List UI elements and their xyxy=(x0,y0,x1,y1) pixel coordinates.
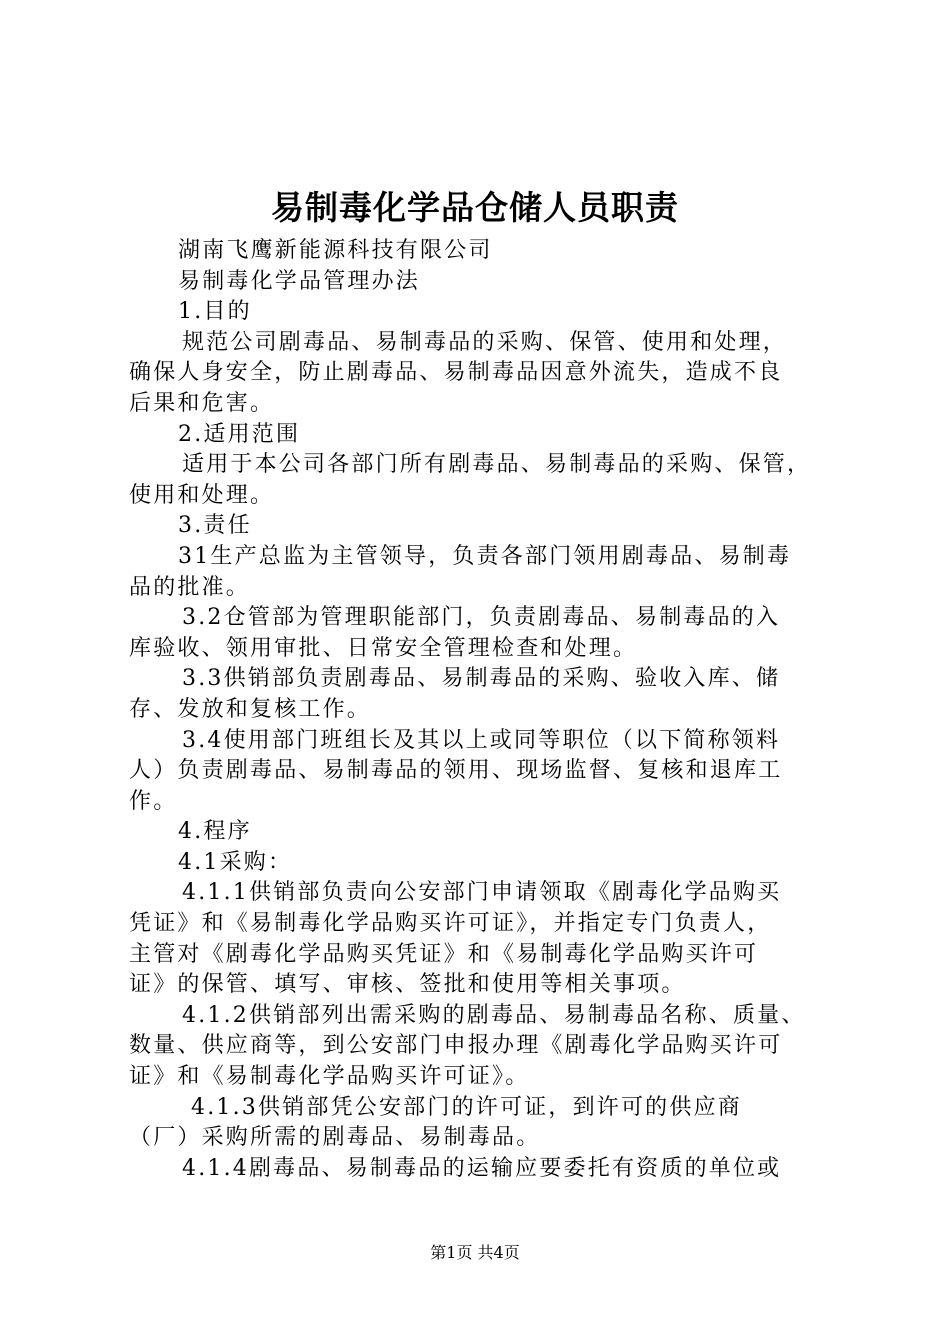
paragraph-line: 31生产总监为主管领导，负责各部门领用剧毒品、易制毒 xyxy=(178,543,792,569)
paragraph-line: 人）负责剧毒品、易制毒品的领用、现场监督、复核和退库工 xyxy=(129,758,783,784)
paragraph-line: 证》的保管、填写、审核、签批和使用等相关事项。 xyxy=(129,972,686,998)
section-heading: 3.责任 xyxy=(178,513,252,539)
paragraph-line: 3.2仓管部为管理职能部门，负责剧毒品、易制毒品的入 xyxy=(182,605,781,631)
paragraph-line: 数量、供应商等，到公安部门申报办理《剧毒化学品购买许可 xyxy=(129,1033,783,1059)
document-title: 易制毒化学品仓储人员职责 xyxy=(271,188,679,227)
section-heading: 2.适用范围 xyxy=(178,421,301,447)
paragraph-line: 库验收、领用审批、日常安全管理检查和处理。 xyxy=(129,635,638,661)
paragraph-line: 4.1.3供销部凭公安部门的许可证，到许可的供应商 xyxy=(191,1094,742,1120)
paragraph-line: 3.3供销部负责剧毒品、易制毒品的采购、验收入库、储 xyxy=(182,666,781,692)
paragraph-line: 存、发放和复核工作。 xyxy=(129,696,372,722)
paragraph-line: 适用于本公司各部门所有剧毒品、易制毒品的采购、保管， xyxy=(182,452,812,478)
paragraph-line: 使用和处理。 xyxy=(129,482,275,508)
paragraph-line: 规范公司剧毒品、易制毒品的采购、保管、使用和处理， xyxy=(182,329,788,355)
company-name-line: 湖南飞鹰新能源科技有限公司 xyxy=(178,238,493,263)
section-heading: 1.目的 xyxy=(178,299,252,325)
paragraph-line: 后果和危害。 xyxy=(129,390,275,416)
page-number-footer: 第1页 共4页 xyxy=(430,1243,520,1262)
paragraph-line: 4.1.4剧毒品、易制毒品的运输应要委托有资质的单位或 xyxy=(182,1155,782,1181)
paragraph-line: 证》和《易制毒化学品购买许可证》。 xyxy=(129,1064,530,1090)
paragraph-line: 品的批准。 xyxy=(129,574,251,600)
paragraph-line: 确保人身安全，防止剧毒品、易制毒品因意外流失，造成不良 xyxy=(129,360,783,386)
regulation-name-line: 易制毒化学品管理办法 xyxy=(178,268,421,294)
paragraph-line: 主管对《剧毒化学品购买凭证》和《易制毒化学品购买许可 xyxy=(129,941,759,967)
paragraph-line: 凭证》和《易制毒化学品购买许可证》，并指定专门负责人， xyxy=(129,911,772,937)
paragraph-line: 作。 xyxy=(129,788,178,814)
paragraph-line: 3.4使用部门班组长及其以上或同等职位（以下简称领料 xyxy=(182,727,781,753)
paragraph-line: 4.1.2供销部列出需采购的剧毒品、易制毒品名称、质量、 xyxy=(182,1002,806,1028)
subsection-heading: 4.1采购： xyxy=(178,849,293,875)
document-body xyxy=(129,236,841,1184)
paragraph-line: （厂）采购所需的剧毒品、易制毒品。 xyxy=(129,1125,541,1151)
section-heading: 4.程序 xyxy=(178,819,252,845)
paragraph-line: 4.1.1供销部负责向公安部门申请领取《剧毒化学品购买 xyxy=(182,880,782,906)
